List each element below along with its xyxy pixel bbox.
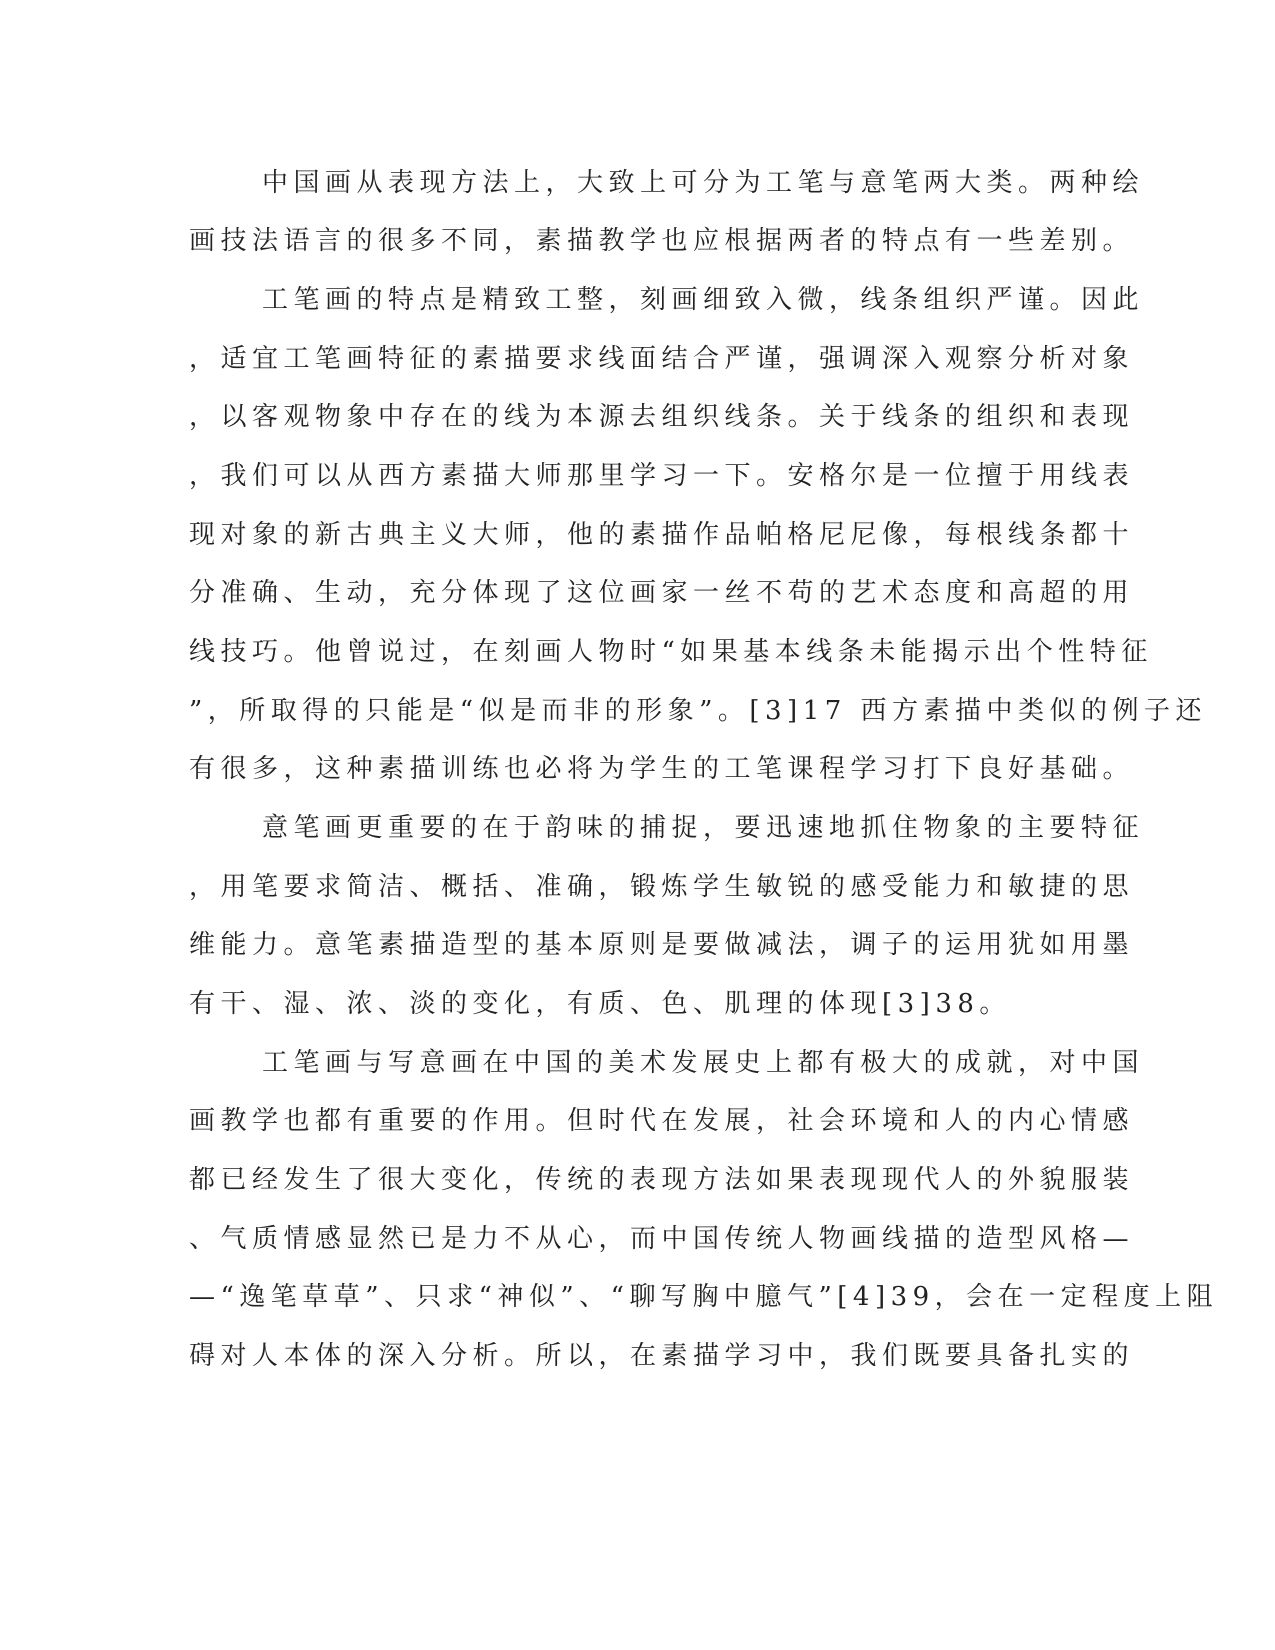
- paragraph-2-line-7: 线技巧。他曾说过，在刻画人物时“如果基本线条未能揭示出个性特征: [189, 637, 1153, 667]
- paragraph-3-line-4: 有干、湿、浓、淡的变化，有质、色、肌理的体现[3]38。: [189, 989, 1011, 1019]
- paragraph-3-line-3: 维能力。意笔素描造型的基本原则是要做减法，调子的运用犹如用墨: [189, 930, 1135, 960]
- paragraph-2-line-6: 分准确、生动，充分体现了这位画家一丝不苟的艺术态度和高超的用: [189, 578, 1135, 608]
- paragraph-4-line-4: 、气质情感显然已是力不从心，而中国传统人物画线描的造型风格—: [189, 1224, 1135, 1254]
- paragraph-4-line-3: 都已经发生了很大变化，传统的表现方法如果表现现代人的外貌服装: [189, 1165, 1135, 1195]
- paragraph-2-line-5: 现对象的新古典主义大师，他的素描作品帕格尼尼像，每根线条都十: [189, 520, 1135, 550]
- paragraph-4-line-6: 碍对人本体的深入分析。所以，在素描学习中，我们既要具备扎实的: [189, 1341, 1135, 1371]
- paragraph-3-line-1: 意笔画更重要的在于韵味的捕捉，要迅速地抓住物象的主要特征: [262, 813, 1145, 843]
- paragraph-4-line-2: 画教学也都有重要的作用。但时代在发展，社会环境和人的内心情感: [189, 1106, 1135, 1136]
- paragraph-2-line-3: ，以客观物象中存在的线为本源去组织线条。关于线条的组织和表现: [189, 402, 1135, 432]
- paragraph-2-line-2: ，适宜工笔画特征的素描要求线面结合严谨，强调深入观察分析对象: [189, 344, 1135, 374]
- paragraph-4-line-5: —“逸笔草草”、只求“神似”、“聊写胸中臆气”[4]39，会在一定程度上阻: [189, 1282, 1219, 1312]
- paragraph-1-line-1: 中国画从表现方法上，大致上可分为工笔与意笔两大类。两种绘: [262, 168, 1145, 198]
- paragraph-1-line-2: 画技法语言的很多不同，素描教学也应根据两者的特点有一些差别。: [189, 226, 1135, 256]
- paragraph-3-line-2: ，用笔要求简洁、概括、准确，锻炼学生敏锐的感受能力和敏捷的思: [189, 872, 1135, 902]
- paragraph-2-line-8: ”，所取得的只能是“似是而非的形象”。[3]17 西方素描中类似的例子还: [189, 696, 1208, 726]
- paragraph-2-line-1: 工笔画的特点是精致工整，刻画细致入微，线条组织严谨。因此: [262, 285, 1145, 315]
- paragraph-4-line-1: 工笔画与写意画在中国的美术发展史上都有极大的成就，对中国: [262, 1048, 1145, 1078]
- paragraph-2-line-9: 有很多，这种素描训练也必将为学生的工笔课程学习打下良好基础。: [189, 754, 1135, 784]
- paragraph-2-line-4: ，我们可以从西方素描大师那里学习一下。安格尔是一位擅于用线表: [189, 461, 1135, 491]
